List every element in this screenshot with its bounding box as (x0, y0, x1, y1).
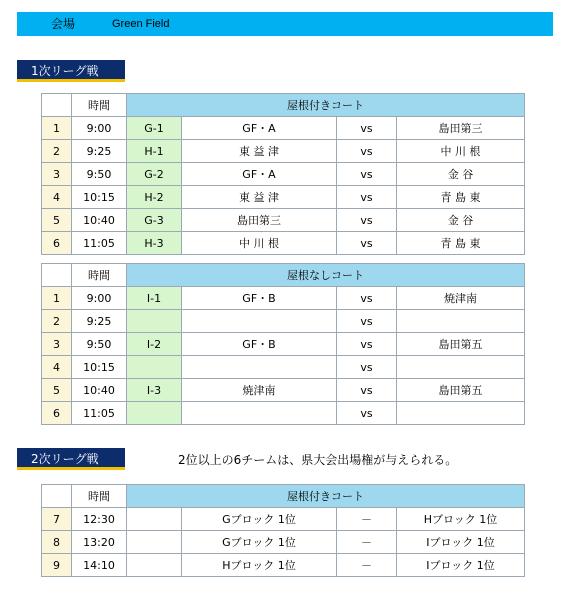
table-row (42, 117, 525, 140)
match-time: 10:40 (72, 209, 127, 232)
versus: vs (337, 402, 397, 425)
match-number: 1 (42, 287, 72, 310)
team-b: 青 島 東 (397, 186, 525, 209)
match-number: 2 (42, 140, 72, 163)
team-a: Gブロック 1位 (182, 508, 337, 531)
match-number: 1 (42, 117, 72, 140)
table-row (42, 163, 525, 186)
match-number: 3 (42, 333, 72, 356)
team-b: 金 谷 (397, 163, 525, 186)
team-a: 島田第三 (182, 209, 337, 232)
group-code: G-3 (127, 209, 182, 232)
table-row (42, 379, 525, 402)
table-row (42, 186, 525, 209)
header-blank (42, 485, 72, 508)
court-header: 屋根付きコート (127, 485, 525, 508)
versus: vs (337, 209, 397, 232)
team-a: 中 川 根 (182, 232, 337, 255)
table-row (42, 287, 525, 310)
table-row (42, 310, 525, 333)
team-b (397, 356, 525, 379)
venue-label: 会場 (51, 17, 76, 31)
header-blank (42, 94, 72, 117)
team-b: Hブロック 1位 (397, 508, 525, 531)
header-blank (42, 264, 72, 287)
match-time: 9:50 (72, 163, 127, 186)
match-time: 9:00 (72, 117, 127, 140)
league1-roof-table (41, 93, 525, 255)
versus: － (337, 508, 397, 531)
group-code: I-2 (127, 333, 182, 356)
group-code: H-3 (127, 232, 182, 255)
team-b: 島田第五 (397, 379, 525, 402)
group-code: H-2 (127, 186, 182, 209)
time-header: 時間 (72, 94, 127, 117)
league1-title: 1次リーグ戦 (17, 60, 125, 82)
table-row (42, 232, 525, 255)
match-time: 13:20 (72, 531, 127, 554)
match-time: 12:30 (72, 508, 127, 531)
match-time: 10:15 (72, 186, 127, 209)
court-header: 屋根付きコート (127, 94, 525, 117)
team-a: GF・B (182, 287, 337, 310)
time-header: 時間 (72, 485, 127, 508)
table-row (42, 356, 525, 379)
group-code (127, 508, 182, 531)
team-a: Hブロック 1位 (182, 554, 337, 577)
table-row (42, 209, 525, 232)
header-row (42, 485, 525, 508)
versus: vs (337, 232, 397, 255)
team-a: Gブロック 1位 (182, 531, 337, 554)
group-code: I-1 (127, 287, 182, 310)
match-time: 11:05 (72, 232, 127, 255)
header-row (42, 94, 525, 117)
team-a: GF・B (182, 333, 337, 356)
team-b: 島田第三 (397, 117, 525, 140)
team-b: 青 島 東 (397, 232, 525, 255)
team-b: Iブロック 1位 (397, 554, 525, 577)
team-b: Iブロック 1位 (397, 531, 525, 554)
table-row (42, 333, 525, 356)
group-code (127, 554, 182, 577)
versus: vs (337, 356, 397, 379)
versus: vs (337, 333, 397, 356)
team-a: GF・A (182, 117, 337, 140)
match-number: 9 (42, 554, 72, 577)
match-number: 6 (42, 232, 72, 255)
league2-note: 2位以上の6チームは、県大会出場権が与えられる。 (178, 453, 458, 467)
group-code (127, 310, 182, 333)
team-a: 東 益 津 (182, 186, 337, 209)
league2-title: 2次リーグ戦 (17, 448, 125, 470)
court-header: 屋根なしコート (127, 264, 525, 287)
versus: vs (337, 379, 397, 402)
table-row (42, 554, 525, 577)
table-row (42, 402, 525, 425)
team-a: 東 益 津 (182, 140, 337, 163)
versus: vs (337, 117, 397, 140)
group-code (127, 531, 182, 554)
team-a (182, 310, 337, 333)
team-b (397, 310, 525, 333)
match-number: 4 (42, 186, 72, 209)
team-b: 金 谷 (397, 209, 525, 232)
match-number: 4 (42, 356, 72, 379)
match-number: 8 (42, 531, 72, 554)
group-code (127, 402, 182, 425)
league1-noroof-table (41, 263, 525, 425)
table-row (42, 140, 525, 163)
versus: － (337, 531, 397, 554)
group-code: G-2 (127, 163, 182, 186)
team-a: 焼津南 (182, 379, 337, 402)
match-number: 6 (42, 402, 72, 425)
group-code: I-3 (127, 379, 182, 402)
match-number: 7 (42, 508, 72, 531)
versus: vs (337, 163, 397, 186)
time-header: 時間 (72, 264, 127, 287)
match-time: 9:50 (72, 333, 127, 356)
venue-name: Green Field (112, 18, 170, 30)
team-b: 中 川 根 (397, 140, 525, 163)
match-time: 10:15 (72, 356, 127, 379)
match-time: 9:25 (72, 310, 127, 333)
team-b: 島田第五 (397, 333, 525, 356)
header-row (42, 264, 525, 287)
match-time: 9:00 (72, 287, 127, 310)
versus: vs (337, 287, 397, 310)
match-number: 5 (42, 379, 72, 402)
match-number: 3 (42, 163, 72, 186)
league2-roof-table (41, 484, 525, 577)
venue-bar (17, 12, 553, 36)
team-a (182, 402, 337, 425)
match-time: 9:25 (72, 140, 127, 163)
group-code (127, 356, 182, 379)
group-code: H-1 (127, 140, 182, 163)
table-row (42, 508, 525, 531)
versus: vs (337, 310, 397, 333)
team-b: 焼津南 (397, 287, 525, 310)
versus: vs (337, 140, 397, 163)
table-row (42, 531, 525, 554)
match-number: 5 (42, 209, 72, 232)
match-time: 11:05 (72, 402, 127, 425)
match-number: 2 (42, 310, 72, 333)
versus: vs (337, 186, 397, 209)
team-a (182, 356, 337, 379)
match-time: 10:40 (72, 379, 127, 402)
match-time: 14:10 (72, 554, 127, 577)
team-a: GF・A (182, 163, 337, 186)
group-code: G-1 (127, 117, 182, 140)
team-b (397, 402, 525, 425)
versus: － (337, 554, 397, 577)
